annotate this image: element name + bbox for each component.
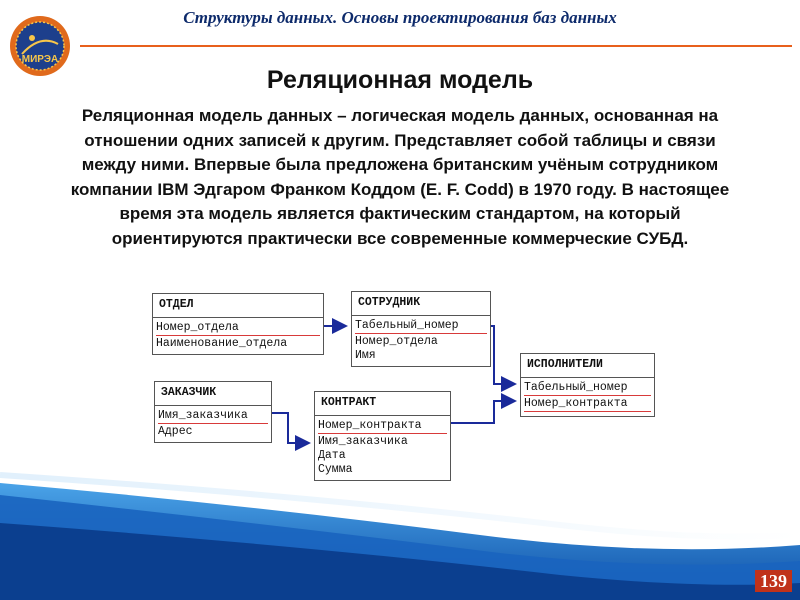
entity-kontrakt-title: КОНТРАКТ (315, 392, 450, 416)
relation-kontrakt-ispolniteli (446, 401, 515, 423)
page-number: 139 (755, 570, 792, 592)
slide-body-text: Реляционная модель данных – логическая модель данных, основанная на отношении одних записей к другим. Представляет собой таблицы и связи между ними. Впервые была предложена британским учёным сотрудником компании IBM Эдгаром Франком Коддом (E. F. Codd) в 1970 году. В настоящее время эта модель является фактическим стандартом, на который ориентируются практически все современные коммерческие СУБД. (70, 106, 730, 248)
entity-sotrudnik (351, 291, 491, 367)
entity-field: Имя_заказчика (158, 409, 268, 424)
entity-field: Табельный_номер (524, 381, 651, 396)
entity-field: Имя (355, 349, 376, 362)
entity-field: Дата (318, 449, 346, 462)
relation-zakazchik-kontrakt (272, 413, 309, 443)
entity-otdel-title: ОТДЕЛ (153, 294, 323, 318)
entity-zakazchik (154, 381, 272, 443)
presentation-header-title: Структуры данных. Основы проектирования баз данных (183, 8, 617, 27)
entity-field: Наименование_отдела (156, 337, 288, 350)
entity-field: Номер_контракта (524, 397, 651, 412)
entity-field: Адрес (158, 425, 193, 438)
decorative-wave-background (0, 465, 800, 600)
entity-otdel (152, 293, 324, 355)
entity-field: Номер_отдела (156, 321, 320, 336)
entity-field: Номер_отдела (355, 335, 438, 348)
logo-text: МИРЭА (21, 54, 59, 65)
entity-zakazchik-title: ЗАКАЗЧИК (155, 382, 271, 406)
entity-field: Имя_заказчика (318, 435, 408, 448)
entity-ispolniteli-title: ИСПОЛНИТЕЛИ (521, 354, 654, 378)
entity-field: Сумма (318, 463, 353, 476)
slide-title: Реляционная модель (266, 66, 534, 94)
entity-field: Номер_контракта (318, 419, 447, 434)
entity-field: Табельный_номер (355, 319, 487, 334)
entity-ispolniteli (520, 353, 655, 417)
entity-sotrudnik-title: СОТРУДНИК (352, 292, 490, 316)
